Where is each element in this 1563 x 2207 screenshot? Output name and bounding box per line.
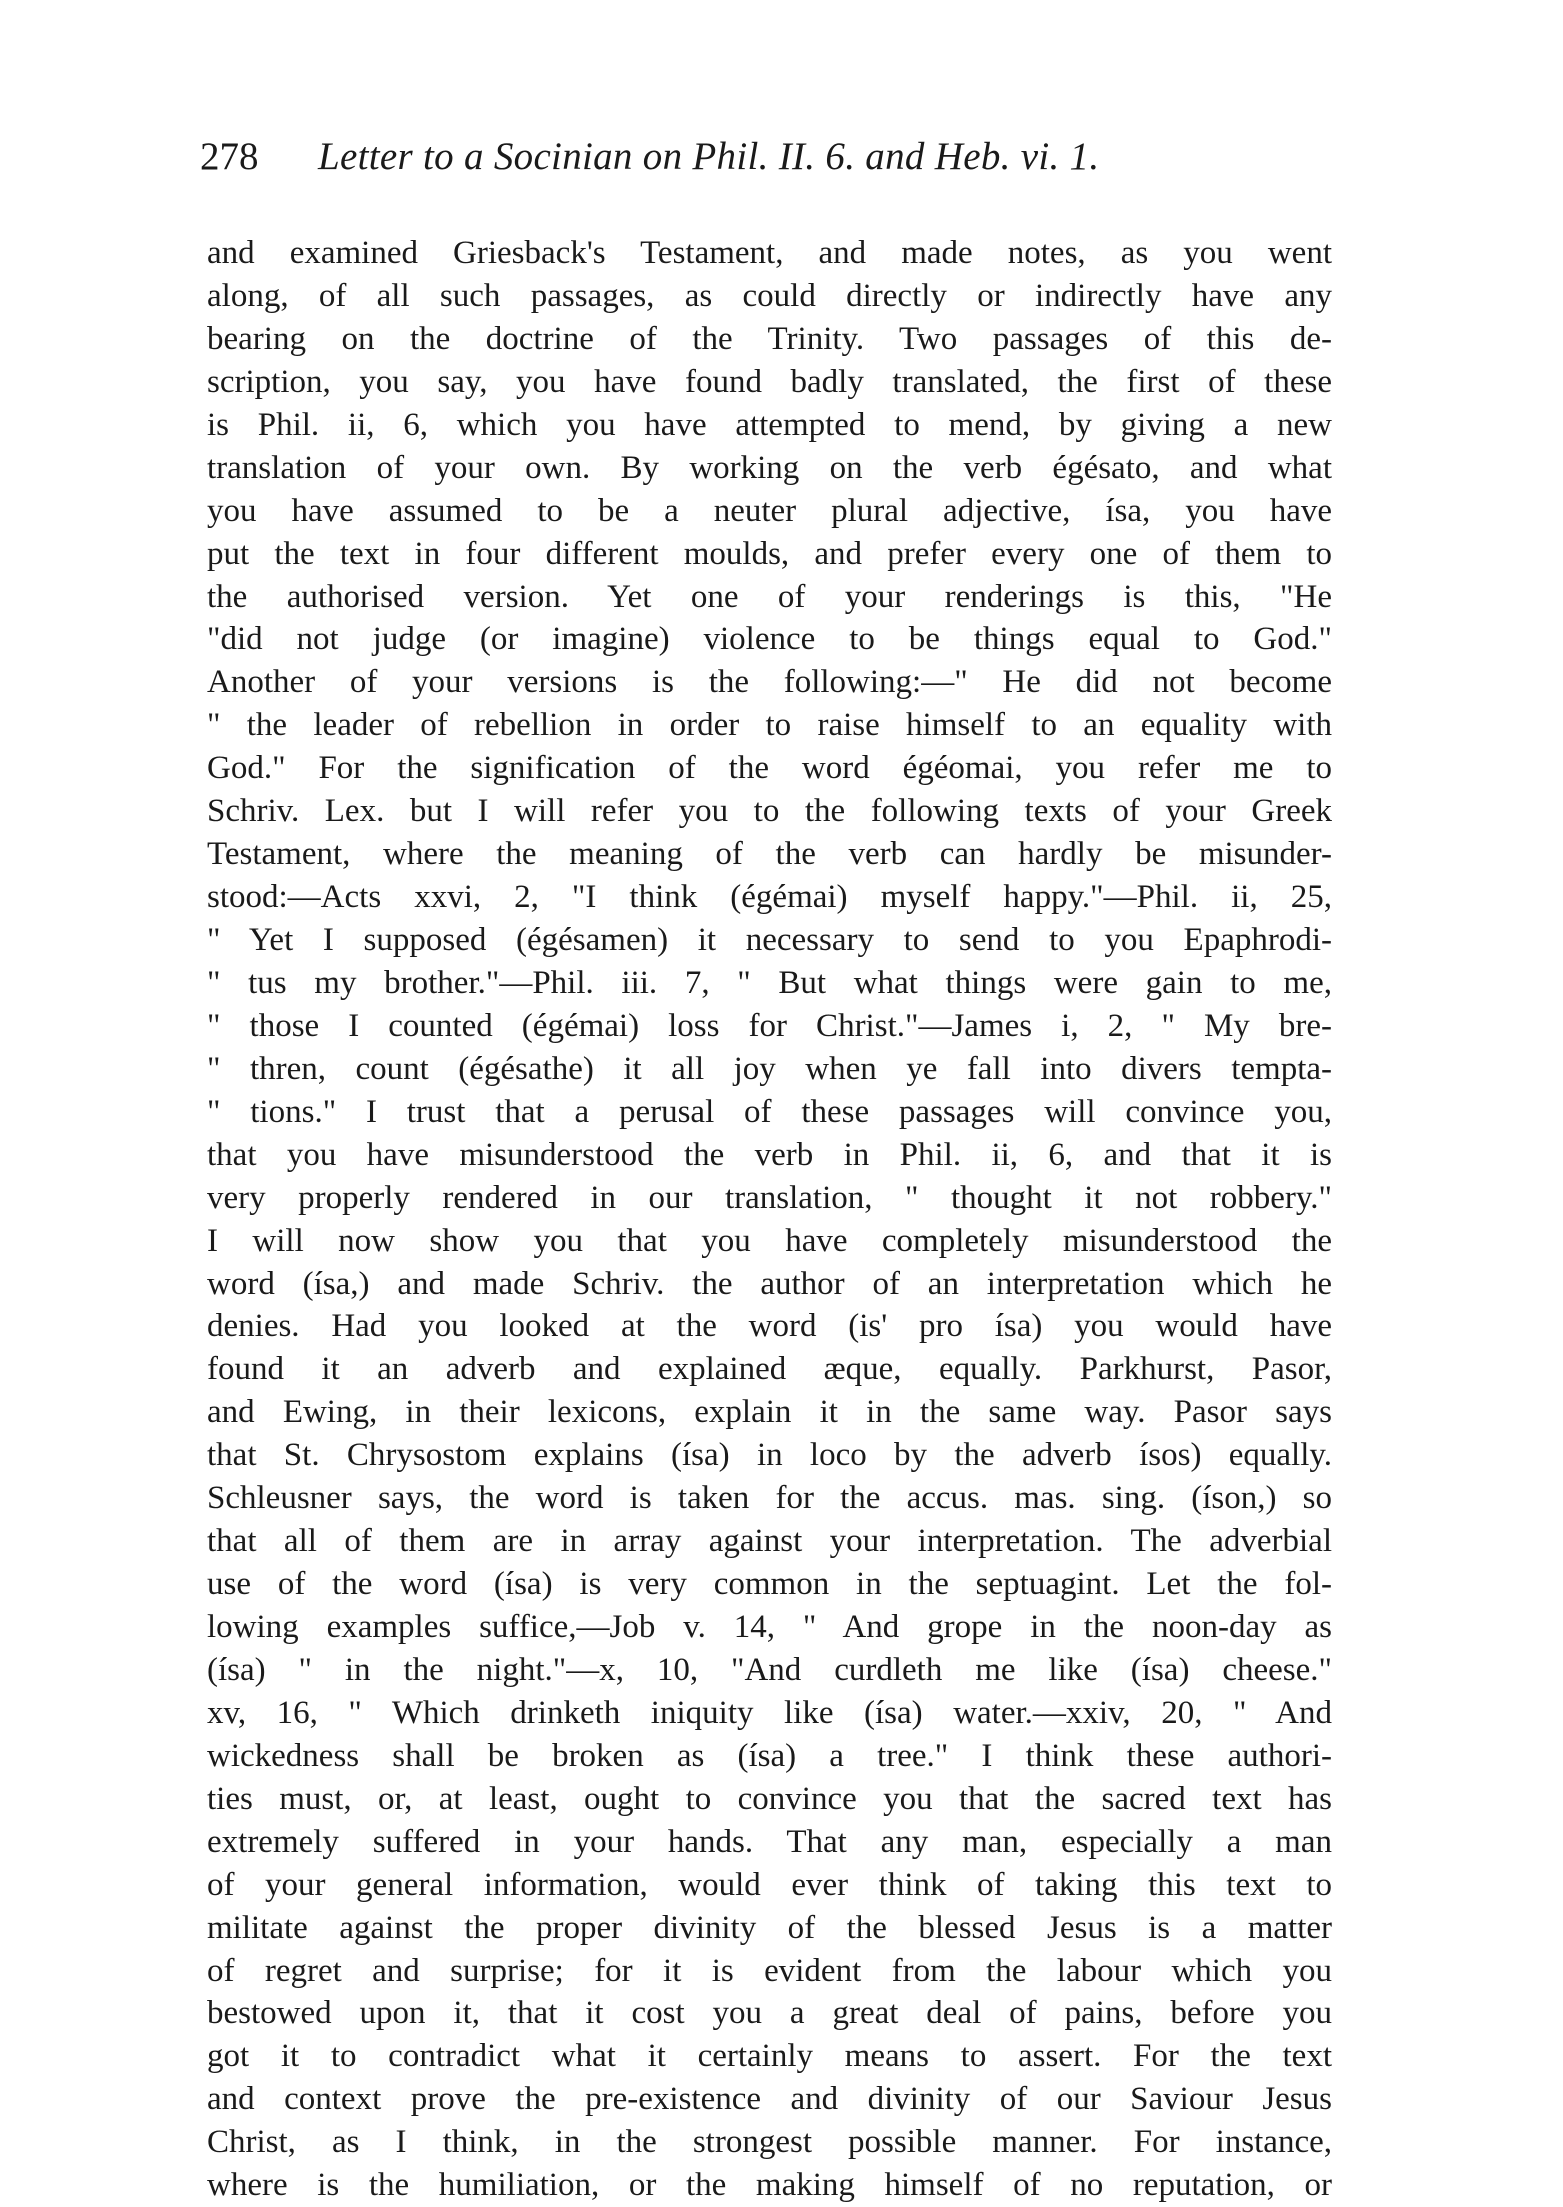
text-line: is Phil. ii, 6, which you have attempted to mend, by giving a new <box>207 406 1332 443</box>
text-line: " the leader of rebellion in order to raise himself to an equality with <box>207 707 1332 744</box>
text-line: where is the humiliation, or the making himself of no reputation, or <box>207 2167 1332 2204</box>
text-line: " tus my brother."—Phil. iii. 7, " But what things were gain to me, <box>207 964 1332 1001</box>
text-line: Schleusner says, the word is taken for the accus. mas. sing. (íson,) so <box>207 1480 1332 1517</box>
text-line: and context prove the pre-existence and divinity of our Saviour Jesus <box>207 2081 1332 2118</box>
text-line: Testament, where the meaning of the verb can hardly be misunder- <box>207 836 1332 873</box>
text-line: translation of your own. By working on the verb égésato, and what <box>207 449 1332 486</box>
running-head: Letter to a Socinian on Phil. II. 6. and Heb. vi. 1. <box>318 135 1100 178</box>
text-line: stood:—Acts xxvi, 2, "I think (égémai) myself happy."—Phil. ii, 25, <box>207 879 1332 916</box>
text-line: the authorised version. Yet one of your renderings is this, "He <box>207 578 1332 615</box>
text-line: that all of them are in array against your interpretation. The adverbial <box>207 1523 1332 1560</box>
text-line: bearing on the doctrine of the Trinity. Two passages of this de- <box>207 320 1332 357</box>
text-line: that you have misunderstood the verb in Phil. ii, 6, and that it is <box>207 1136 1332 1173</box>
text-line: and Ewing, in their lexicons, explain it in the same way. Pasor says <box>207 1394 1332 1431</box>
text-line: " thren, count (égésathe) it all joy when ye fall into divers tempta- <box>207 1050 1332 1087</box>
text-line: use of the word (ísa) is very common in the septuagint. Let the fol- <box>207 1566 1332 1603</box>
text-line: bestowed upon it, that it cost you a great deal of pains, before you <box>207 1995 1332 2032</box>
text-line: got it to contradict what it certainly means to assert. For the text <box>207 2038 1332 2075</box>
body-text <box>207 232 1332 2207</box>
text-line: lowing examples suffice,—Job v. 14, " And grope in the noon-day as <box>207 1609 1332 1645</box>
text-line: Christ, as I think, in the strongest possible manner. For instance, <box>207 2124 1332 2161</box>
text-line: militate against the proper divinity of the blessed Jesus is a matter <box>207 1909 1332 1946</box>
page-number: 278 <box>200 135 259 178</box>
text-line: " tions." I trust that a perusal of these passages will convince you, <box>207 1093 1332 1130</box>
text-line: of your general information, would ever think of taking this text to <box>207 1866 1332 1903</box>
text-line: of regret and surprise; for it is evident from the labour which you <box>207 1952 1332 1989</box>
page-header <box>200 132 1340 182</box>
text-line: very properly rendered in our translation, " thought it not robbery." <box>207 1179 1332 1216</box>
text-line: xv, 16, " Which drinketh iniquity like (ísa) water.—xxiv, 20, " And <box>207 1694 1332 1731</box>
text-line: along, of all such passages, as could directly or indirectly have any <box>207 277 1332 314</box>
text-line: extremely suffered in your hands. That any man, especially a man <box>207 1823 1332 1860</box>
text-line: word (ísa,) and made Schriv. the author of an interpretation which he <box>207 1265 1332 1302</box>
text-line: " Yet I supposed (égésamen) it necessary to send to you Epaphrodi- <box>207 922 1332 958</box>
text-line: " those I counted (égémai) loss for Christ."—James i, 2, " My bre- <box>207 1007 1332 1044</box>
text-line: found it an adverb and explained æque, equally. Parkhurst, Pasor, <box>207 1351 1332 1388</box>
text-line: Another of your versions is the following:—" He did not become <box>207 664 1332 701</box>
text-line: wickedness shall be broken as (ísa) a tree." I think these authori- <box>207 1737 1332 1774</box>
text-line: God." For the signification of the word égéomai, you refer me to <box>207 750 1332 787</box>
text-line: I will now show you that you have completely misunderstood the <box>207 1222 1332 1259</box>
text-line: "did not judge (or imagine) violence to be things equal to God." <box>207 621 1332 658</box>
text-line: put the text in four different moulds, and prefer every one of them to <box>207 535 1332 572</box>
text-line: (ísa) " in the night."—x, 10, "And curdleth me like (ísa) cheese." <box>207 1651 1332 1688</box>
text-line: denies. Had you looked at the word (is' pro ísa) you would have <box>207 1308 1332 1345</box>
text-line: Schriv. Lex. but I will refer you to the following texts of your Greek <box>207 793 1332 830</box>
text-line: scription, you say, you have found badly translated, the first of these <box>207 363 1332 400</box>
text-line: you have assumed to be a neuter plural adjective, ísa, you have <box>207 492 1332 529</box>
text-line: ties must, or, at least, ought to convince you that the sacred text has <box>207 1780 1332 1817</box>
text-line: that St. Chrysostom explains (ísa) in loco by the adverb ísos) equally. <box>207 1437 1332 1474</box>
text-line: and examined Griesback's Testament, and made notes, as you went <box>207 235 1332 271</box>
